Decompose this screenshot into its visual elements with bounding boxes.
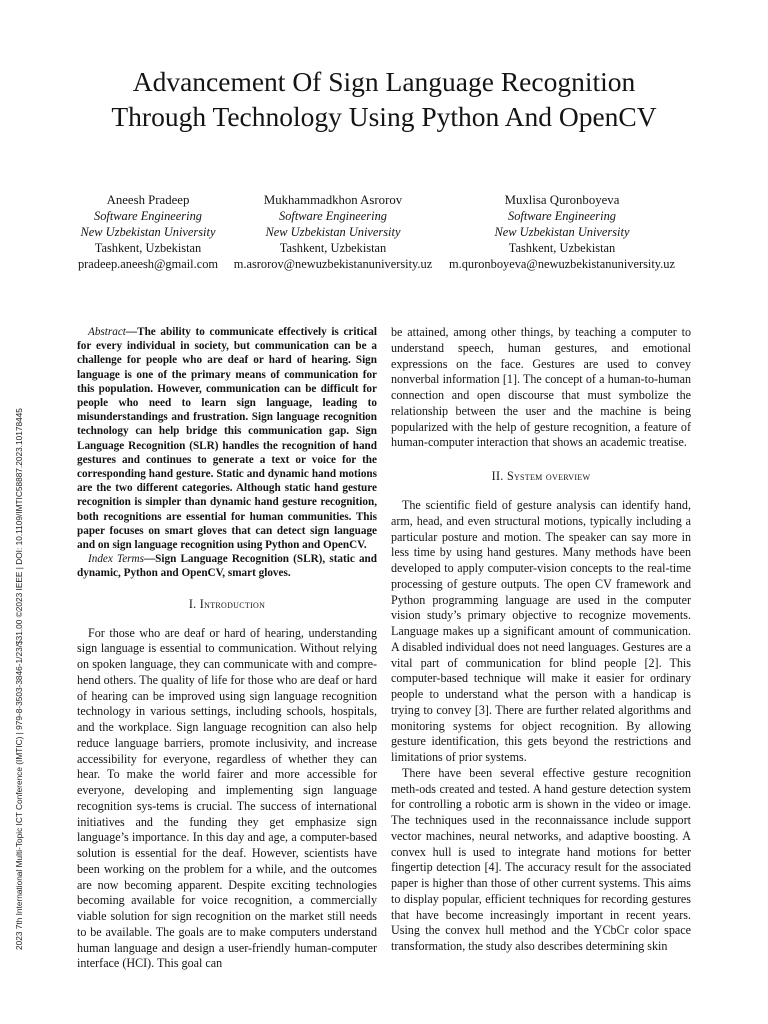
author-org: New Uzbekistan University xyxy=(494,225,630,239)
author-name: Aneesh Pradeep xyxy=(106,193,190,207)
system-paragraph-2: There have been several effective gesture recognition meth-ods created and tested. A hand gesture detection system for controlling a robotic arm is shown in the video or image. The techniques used in the reconnaissance include support vector machines, neural networks, and adaptive boosting. A convex hull is used to integrate hand motions for better fingertip detection [4]. The accuracy result for the associated paper is higher than those of other current systems. This aims to display popular, efficient techniques for recording gestures that have become increasingly important in recent years. Using the convex hull method and the YCbCr color space transformation, the study also describes determining skin xyxy=(391,765,691,953)
index-terms-text: —Sign Language Recognition (SLR), static and dynamic, Python and OpenCV, smart gloves. xyxy=(77,553,377,580)
author-email: m.quronboyeva@newuzbekistanuniversity.uz xyxy=(448,257,675,271)
author-block-3 xyxy=(444,192,680,272)
index-terms-label: Index Terms xyxy=(88,553,144,566)
title-line-1: Advancement Of Sign Language Recognition xyxy=(132,66,636,97)
author-org: New Uzbekistan University xyxy=(265,225,401,239)
intro-heading: I. Introduction xyxy=(188,596,266,611)
abstract-label: Abstract xyxy=(88,326,126,338)
author-city: Tashkent, Uzbekistan xyxy=(508,241,616,255)
index-terms xyxy=(77,552,377,580)
intro-paragraph: For those who are deaf or hard of hearing, understanding sign language is essential to communication. Without relying on spoken language, they can communicate with and compre-hend others. The quality of life for those who are deaf or hard of hearing can be improved using sign language recognition technology in various settings, including schools, hospitals, and the workplace. Sign language recognition can also help reduce language barriers, promote inclusivity, and increase accessibility for everyone, regardless of whether they can hear. To make the world fairer and more accessible for everyone, developing and implementing sign language recognition sys-tems is crucial. The success of international initiatives and the funding they get emphasize sign language’s importance. In this day and age, a computer-based solution is essential for the deaf. However, scientists have been working on the problem for a while, and the outcomes are now becoming apparent. Despite exciting technologies becoming available for voice recognition, a commercially viable solution for sign recognition on the market still needs to be available. The goals are to make computers understand human language and design a user-friendly human-computer interface (HCI). This goal can xyxy=(77,625,377,971)
right-column xyxy=(391,325,691,955)
abstract-text: —The ability to communicate effectively is critical for every individual in society, but communication can be a challenge for people who are deaf or hard of hearing. Sign language is one of the primary means of communication for this population. However, communication can be difficult for people who need to learn sign language, leading to misunderstandings and frustration. Sign language recognition technology can help bridge this communication gap. Sign Language Recognition (SLR) handles the recognition of hand gestures and continues to generate a text or voice for the corresponding hand gesture. Static and dynamic hand motions are the two different categories. Although static hand gesture recognition is simpler than dynamic hand gesture recognition, both recognitions are essential for human communities. This paper focuses on smart gloves that can detect sign language and on sign language recognition using Python and OpenCV. xyxy=(77,326,377,552)
abstract xyxy=(77,325,377,552)
author-dept: Software Engineering xyxy=(279,209,387,223)
paper-title xyxy=(40,64,728,134)
author-email: m.asrorov@newuzbekistanuniversity.uz xyxy=(233,257,433,271)
author-name: Muxlisa Quronboyeva xyxy=(504,193,620,207)
title-line-2: Through Technology Using Python And OpenCV xyxy=(111,101,657,132)
author-dept: Software Engineering xyxy=(94,209,202,223)
author-dept: Software Engineering xyxy=(508,209,616,223)
author-name: Mukhammadkhon Asrorov xyxy=(263,193,403,207)
author-city: Tashkent, Uzbekistan xyxy=(279,241,387,255)
author-block-2 xyxy=(225,192,441,272)
author-email: pradeep.aneesh@gmail.com xyxy=(77,257,219,271)
system-overview-heading: II. System overview xyxy=(491,469,591,483)
left-column xyxy=(77,325,377,972)
system-paragraph-1: The scientific field of gesture analysis can identify hand, arm, head, and even structural motions, typically including a particular posture and motion. The speaker can say more in less time by using hand gestures. Many methods have been developed to apply computer-vision concepts to the real-time processing of gesture outputs. The open CV framework and Python programming language are used in the computer vision study’s primary objective to recognize movements. Language makes up a significant amount of communication. A disabled individual does not need languages. Gestures are a vital part of communication for blind people [2]. This computer-based technique will make it easier for ordinary people to understand what the person with a handicap is trying to convey [3]. There are further related algorithms and monitoring systems for object recognition. By allowing gesture identification, this gets beyond the restrictions and limitations of prior systems. xyxy=(391,498,691,764)
ieee-sidebar-citation: 2023 7th International Multi-Topic ICT Conference (IMTIC) | 979-8-3503-3846-1/23/$31.00 ©2023 IEEE | DOI: 10.1109/IMTIC58887.2023.10178445 xyxy=(14,408,24,950)
intro-paragraph-continued: be attained, among other things, by teaching a computer to understand speech, human gestures, and emotional expressions on the face. Gestures are used to convey nonverbal information [1]. The concept of a human-to-human connection and open discourse that must symbolize the relationship between the user and the machine is being popularized with the help of gesture recognition, a feature of human-computer interaction that shows an academic treatise. xyxy=(391,325,691,450)
author-org: New Uzbekistan University xyxy=(80,225,216,239)
author-block-1 xyxy=(54,192,242,272)
author-city: Tashkent, Uzbekistan xyxy=(94,241,202,255)
